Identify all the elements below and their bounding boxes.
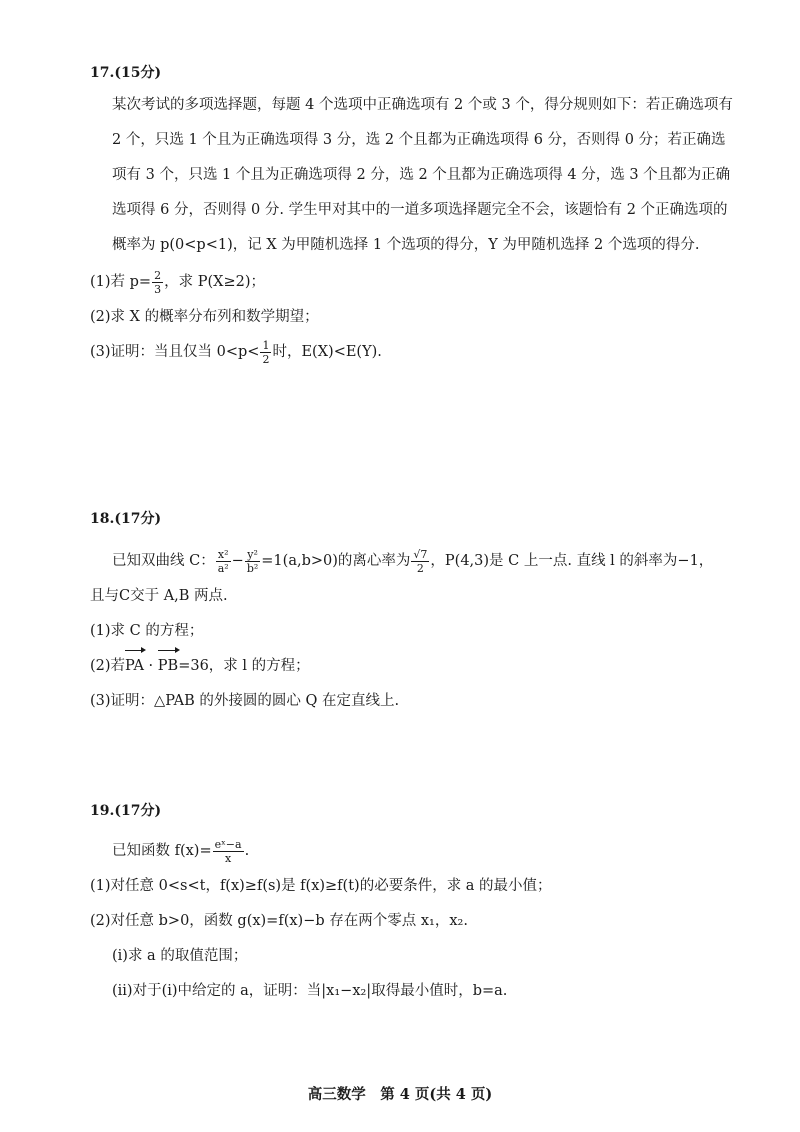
q18-intro-text-b: =1(a,b>0)的离心率为 xyxy=(261,553,411,569)
q19-intro-text-b: . xyxy=(244,843,250,859)
fraction-one-half: $\frac{1}{2}$ xyxy=(262,338,270,366)
q19-intro-text-a: 已知函数 f(x)= xyxy=(112,843,212,859)
question-19 xyxy=(90,800,740,1009)
question-19-part-2-i: (i)求 a 的取值范围； xyxy=(112,948,248,964)
fraction-y2-b2: $\frac{\text{y²}}{\text{b²}}$ xyxy=(246,547,259,575)
minus-sign: − xyxy=(231,553,244,569)
q18-p2-text-b: =36，求 l 的方程； xyxy=(178,658,310,674)
fraction-two-thirds: $\frac{2}{3}$ xyxy=(154,268,162,296)
question-19-intro xyxy=(90,834,740,869)
fraction-x2-a2: $\frac{\text{x²}}{\text{a²}}$ xyxy=(217,547,229,575)
question-18-part-1: (1)求 C 的方程； xyxy=(90,623,204,639)
question-17-header: 17.(15分) xyxy=(90,65,162,81)
question-18-part-3: (3)证明：△PAB 的外接圆的圆心 Q 在定直线上. xyxy=(90,693,400,709)
question-17 xyxy=(90,62,740,370)
question-17-body: 某次考试的多项选择题，每题 4 个选项中正确选项有 2 个或 3 个，得分规则如下：若正确选项有 2 个，只选 1 个且为正确选项得 3 分，选 2 个且都为正确选项得 6 分，否则得 0 分；若正确选项有 3 个，只选 1 个且为正确选项得 2 分，选 2 个且都为正确选项得 4 分，选 3 个且都为正确选项得 6 分，否则得 0 分. 学生甲对其中的一道多项选择题完全不会，该题恰有 2 个正确选项的概率为 p(0<p<1)，记 X 为甲随机选择 1 个选项的得分，Y 为甲随机选择 2 个选项的得分. xyxy=(112,97,733,253)
question-19-part-2-ii: (ii)对于(i)中给定的 a，证明：当|x₁−x₂|取得最小值时，b=a. xyxy=(112,983,508,999)
q17-p3-text-b: 时，E(X)<E(Y). xyxy=(272,344,382,360)
question-17-part-1 xyxy=(90,265,740,300)
fraction-function: $\frac{\text{eˣ−a}}{x}$ xyxy=(214,837,242,865)
question-19-part-1: (1)对任意 0<s<t，f(x)≥f(s)是 f(x)≥f(t)的必要条件，求 a 的最小值； xyxy=(90,878,552,894)
question-19-part-2: (2)对任意 b>0，函数 g(x)=f(x)−b 存在两个零点 x₁，x₂. xyxy=(90,913,468,929)
q17-p1-text-b: ，求 P(X≥2)； xyxy=(164,274,265,290)
question-19-header: 19.(17分) xyxy=(90,803,162,819)
question-17-part-3 xyxy=(90,335,740,370)
q17-p1-text-a: (1)若 p= xyxy=(90,274,152,290)
q18-intro-text-a: 已知双曲线 C： xyxy=(112,553,215,569)
vector-pa: PA xyxy=(125,649,144,684)
dot-product-sign: · xyxy=(143,658,158,674)
question-18 xyxy=(90,508,740,719)
question-17-part-2: (2)求 X 的概率分布列和数学期望； xyxy=(90,309,319,325)
page-footer: 高三数学 第 4 页(共 4 页) xyxy=(307,1086,493,1103)
question-18-part-2 xyxy=(90,649,740,684)
question-18-intro-cont: 且与C交于 A,B 两点. xyxy=(90,588,228,604)
q18-intro-text-c: ，P(4,3)是 C 上一点. 直线 l 的斜率为−1， xyxy=(430,553,714,569)
question-18-intro xyxy=(90,544,740,579)
vector-pb: PB xyxy=(158,649,178,684)
q18-p2-text-a: (2)若 xyxy=(90,658,126,674)
fraction-eccentricity: $\frac{√7}{2}$ xyxy=(413,547,428,575)
question-18-header: 18.(17分) xyxy=(90,511,162,527)
q17-p3-text-a: (3)证明：当且仅当 0<p< xyxy=(90,344,260,360)
